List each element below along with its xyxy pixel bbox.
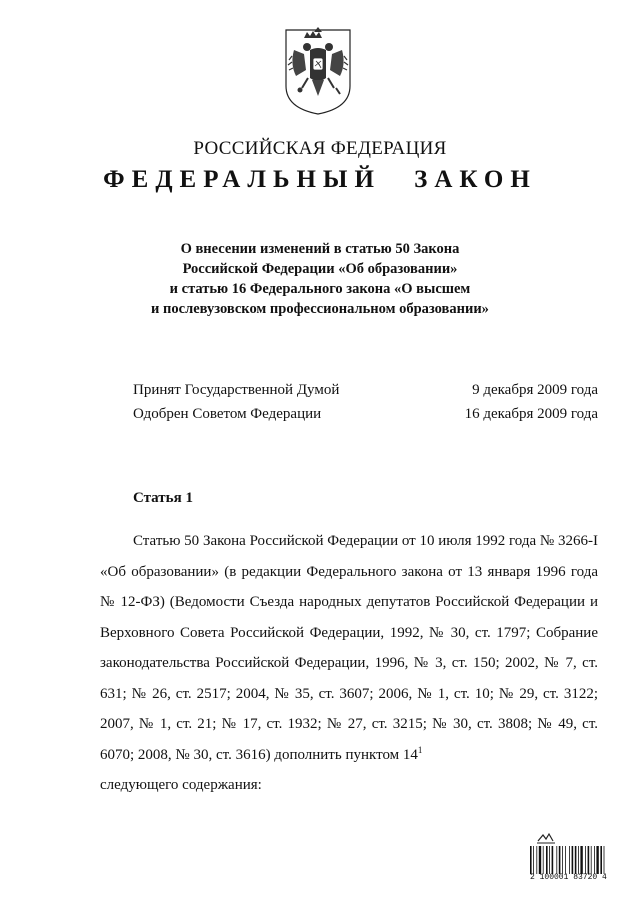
article-body xyxy=(100,526,598,801)
article-paragraph xyxy=(100,526,598,770)
adoption-label: Принят Государственной Думой xyxy=(133,382,340,398)
adoption-date: 16 декабря 2009 года xyxy=(464,406,598,422)
registration-stamp-icon xyxy=(536,832,556,844)
double-headed-eagle-emblem-icon xyxy=(280,20,356,116)
adoption-label: Одобрен Советом Федерации xyxy=(133,406,322,422)
adoption-row-council xyxy=(133,406,598,428)
adoption-date: 9 декабря 2009 года xyxy=(472,382,598,398)
barcode-number: 2 100001 83720 4 xyxy=(530,873,607,882)
country-name: РОССИЙСКАЯ ФЕДЕРАЦИЯ xyxy=(193,138,447,159)
adoption-row-duma xyxy=(133,382,598,404)
item-superscript: 1 xyxy=(417,744,423,755)
law-title-line: О внесении изменений в статью 50 Закона xyxy=(180,241,460,257)
law-title xyxy=(150,239,490,319)
article-tail: следующего содержания: xyxy=(100,777,262,793)
article-heading: Статья 1 xyxy=(133,490,193,506)
law-title-line: и статью 16 Федерального закона «О высшем xyxy=(169,281,471,297)
law-title-line: и послевузовском профессиональном образовании» xyxy=(151,301,489,317)
article-paragraph-text: Статью 50 Закона Российской Федерации от 10 июля 1992 года № 3266-I «Об образовании» (в редакции Федерального закона от 13 января 1996 года № 12-ФЗ) (Ведомости Съезда народных депутатов Российской Федерации и Верховного Совета Российской Федерации, 1992, № 30, ст. 1797; Собрание законодательства Российской Федерации, 1996, № 3, ст. 150; 2002, № 7, ст. 631; № 26, ст. 2517; 2004, № 35, ст. 3607; 2006, № 1, ст. 10; № 29, ст. 3122; 2007, № 1, ст. 21; № 17, ст. 1932; № 27, ст. 3215; № 30, ст. 3808; № 49, ст. 6070; 2008, № 30, ст. 3616) дополнить пунктом 14 xyxy=(100,533,598,763)
law-title-line: Российской Федерации «Об образовании» xyxy=(182,261,458,277)
document-type: ФЕДЕРАЛЬНЫЙ ЗАКОН xyxy=(103,166,537,193)
barcode-icon xyxy=(530,846,608,874)
